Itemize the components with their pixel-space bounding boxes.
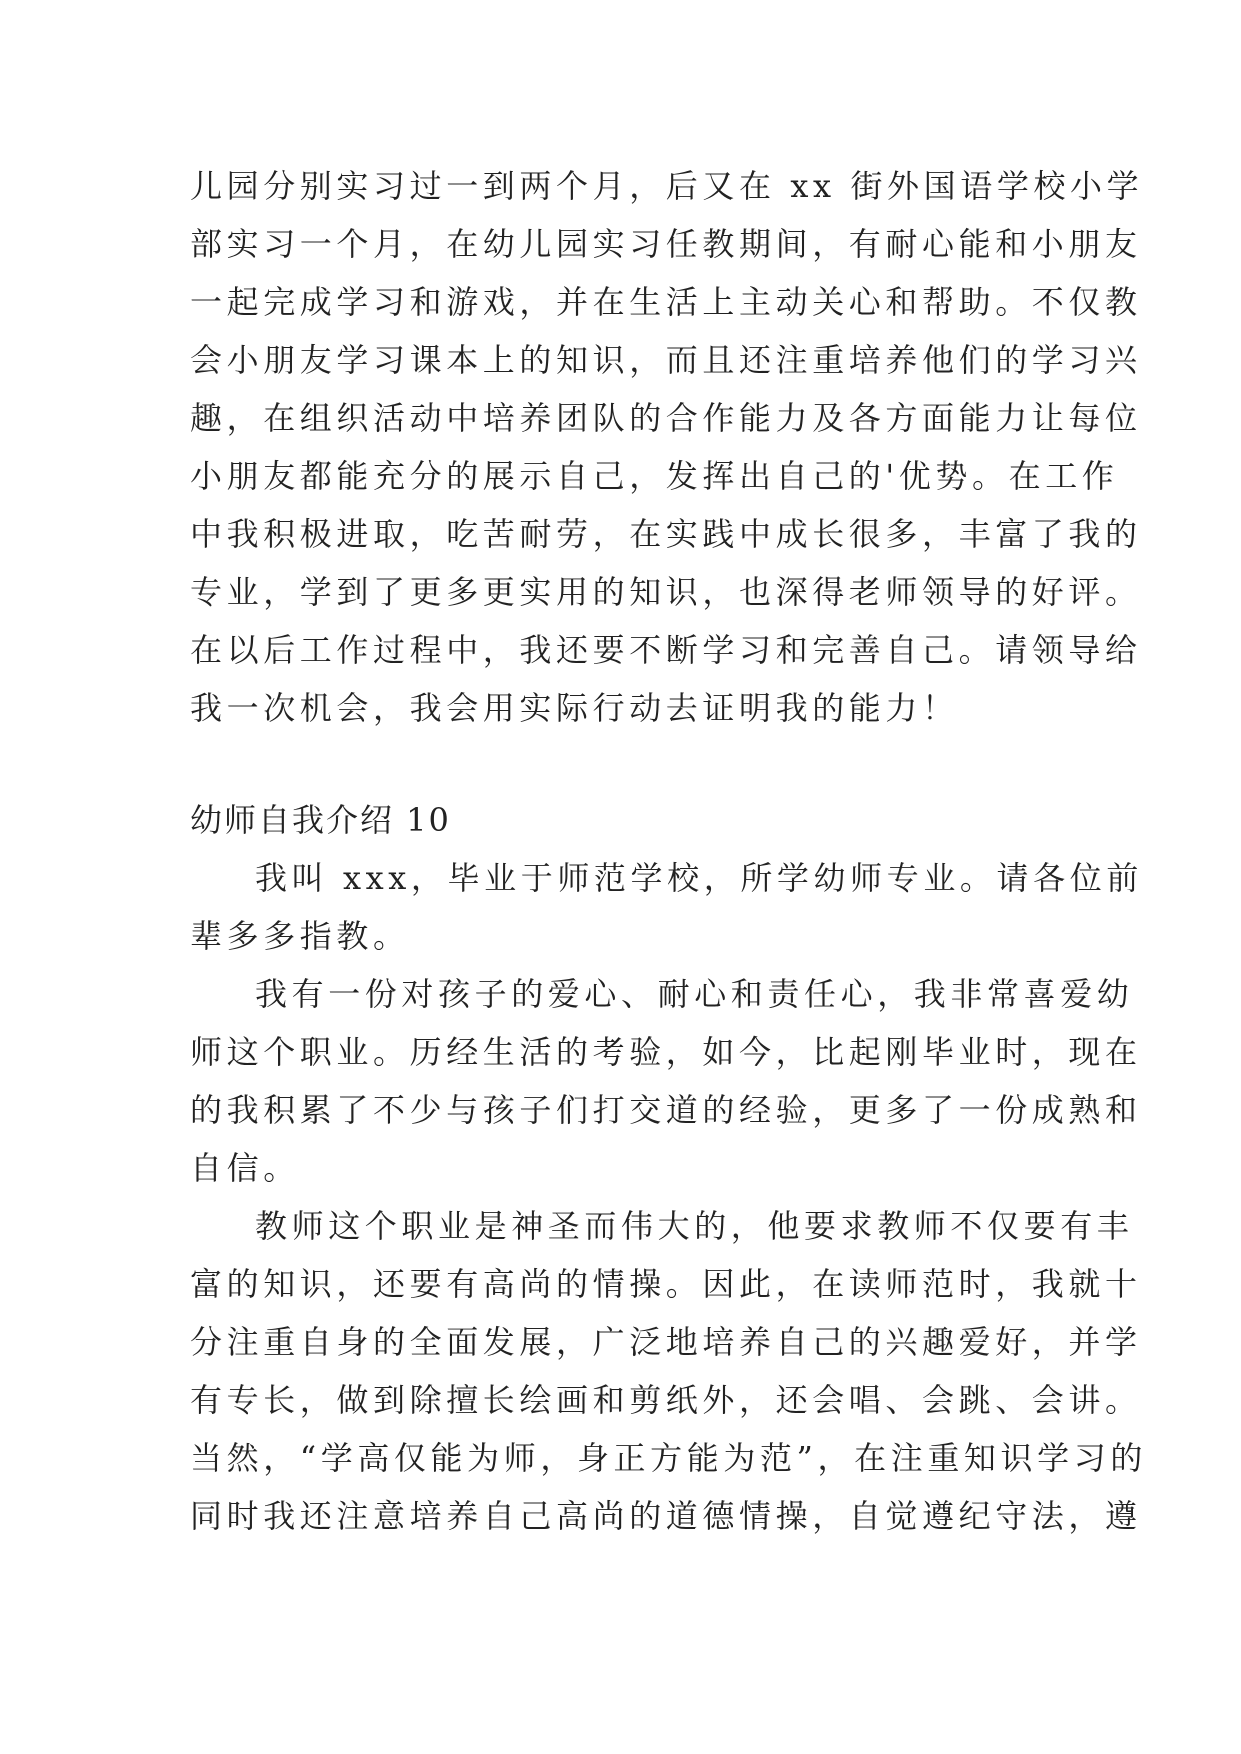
text-line: 部实习一个月，在幼儿园实习任教期间，有耐心能和小朋友 <box>190 225 1142 263</box>
text-line: 我一次机会，我会用实际行动去证明我的能力！ <box>190 689 959 727</box>
text-line: 趣，在组织活动中培养团队的合作能力及各方面能力让每位 <box>190 399 1142 437</box>
text-line: 专业，学到了更多更实用的知识，也深得老师领导的好评。 <box>190 573 1142 611</box>
paragraph-line: 富的知识，还要有高尚的情操。因此，在读师范时，我就十 <box>190 1265 1142 1303</box>
text-line: 一起完成学习和游戏，并在生活上主动关心和帮助。不仅教 <box>190 283 1142 321</box>
paragraph-line: 师这个职业。历经生活的考验，如今，比起刚毕业时，现在 <box>190 1033 1142 1071</box>
text-line: 儿园分别实习过一到两个月，后又在 xx 街外国语学校小学 <box>190 167 1144 205</box>
paragraph-line: 我有一份对孩子的爱心、耐心和责任心，我非常喜爱幼 <box>255 975 1134 1013</box>
paragraph-line: 有专长，做到除擅长绘画和剪纸外，还会唱、会跳、会讲。 <box>190 1381 1142 1419</box>
paragraph-line: 辈多多指教。 <box>190 917 410 955</box>
paragraph-line: 的我积累了不少与孩子们打交道的经验，更多了一份成熟和 <box>190 1091 1142 1129</box>
section-title: 幼师自我介绍 10 <box>190 801 451 839</box>
paragraph-line: 我叫 xxx，毕业于师范学校，所学幼师专业。请各位前 <box>255 859 1143 897</box>
paragraph-line: 同时我还注意培养自己高尚的道德情操，自觉遵纪守法，遵 <box>190 1497 1142 1535</box>
text-line: 在以后工作过程中，我还要不断学习和完善自己。请领导给 <box>190 631 1142 669</box>
paragraph-line: 当然，“学高仅能为师，身正方能为范”，在注重知识学习的 <box>190 1439 1147 1477</box>
paragraph-line: 分注重自身的全面发展，广泛地培养自己的兴趣爱好，并学 <box>190 1323 1142 1361</box>
text-line: 中我积极进取，吃苦耐劳，在实践中成长很多，丰富了我的 <box>190 515 1142 553</box>
text-line: 小朋友都能充分的展示自己，发挥出自己的'优势。在工作 <box>190 457 1119 495</box>
paragraph-line: 自信。 <box>190 1149 300 1187</box>
text-line: 会小朋友学习课本上的知识，而且还注重培养他们的学习兴 <box>190 341 1142 379</box>
paragraph-line: 教师这个职业是神圣而伟大的，他要求教师不仅要有丰 <box>255 1207 1134 1245</box>
